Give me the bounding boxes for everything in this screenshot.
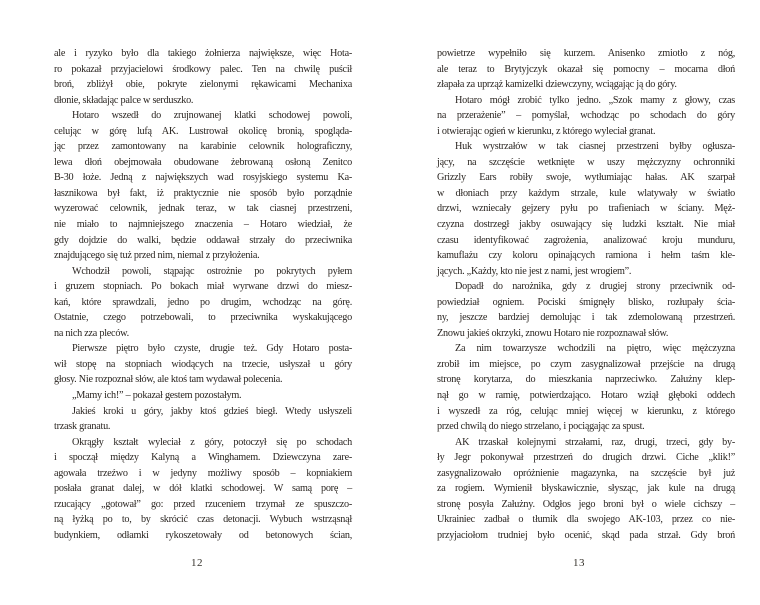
text-line: Dopadł do narożnika, gdy z drugiej strony przeciwnik od- xyxy=(455,281,735,293)
text-line: na przerażenie” – pomyślał, wchodząc po schodach do góry xyxy=(437,110,735,122)
text-line: kamuflażu czy koloru opinających ramiona i hełm taśm kle- xyxy=(437,250,735,262)
text-line: na nich zza pleców. xyxy=(54,327,129,339)
text-line: złapała za uprząż kamizelki dziewczyny, wciągając ją do góry. xyxy=(437,79,677,91)
text-line: budynkiem, odłamki rykoszetowały od betonowych ścian, xyxy=(54,529,352,541)
text-line: wił stopę na stopniach wiodących na trzecie, usłyszał u góry xyxy=(54,358,352,370)
text-line: ły Jegr pokonywał przestrzeń do drugich drzwi. Ciche „klik!” xyxy=(437,452,735,464)
text-line: powietrze wypełniło się kurzem. Anisenko zmiotło z nóg, xyxy=(437,48,735,59)
text-line: jący, na szczęście wetknięte w uszy mężczyzny ochronniki xyxy=(437,156,735,168)
text-line: za rogiem. Wymienił błyskawicznie, słysząc, jak kule na drugą xyxy=(437,483,735,495)
text-line: jąc przez zamontowany na karabinie celownik holograficzny, xyxy=(54,141,352,153)
text-line: przyjaciołom trudniej było ocenić, skąd pada strzał. Gdy broń xyxy=(437,529,735,541)
text-line: Okrągły kształt wyleciał z góry, potoczył się po schodach xyxy=(72,436,352,448)
text-line: Pierwsze piętro było czyste, drugie też. Gdy Hotaro posta- xyxy=(72,343,352,355)
text-line: i gruzem stopniach. Po bokach miał wyrwane drzwi do miesz- xyxy=(54,281,352,293)
text-line: powiedział ogniem. Pociski śmignęły blisko, rozłupały ścia- xyxy=(437,296,735,308)
text-line: gdy dojdzie do walki, będzie oddawał strzały do przeciwnika xyxy=(54,234,352,246)
text-line: lewa dłoń obejmowała obudowane żebrowaną osłoną Zenitco xyxy=(54,156,352,168)
text-line: dłonie, składając palce w serduszko. xyxy=(54,94,194,106)
text-line: Hotaro mógł zrobić tylko jedno. „Szok mamy z głowy, czas xyxy=(455,94,735,106)
text-line: broń, zbliżył obie, pokryte zielonymi rękawicami Mechanixa xyxy=(54,79,352,91)
text-line: ro pokazał przyjacielowi środkowy palec. Ten na chwilę puścił xyxy=(54,63,352,75)
text-line: zrobił im miejsce, po czym zasygnalizował przejście na drugą xyxy=(437,358,735,370)
text-line: wyzerować celownik, jednak teraz, w tak ciasnej przestrzeni, xyxy=(54,203,352,215)
text-line: ale teraz to Brytyjczyk okazał się pomocny – mocarna dłoń xyxy=(437,63,735,75)
text-line: głosy. Nie rozpoznał słów, ale ktoś tam wydawał polecenia. xyxy=(54,374,283,386)
text-line: Hotaro wszedł do zrujnowanej klatki schodowej powoli, xyxy=(72,110,352,122)
text-line: zasygnalizowało opróżnienie magazynka, na szczęście był już xyxy=(437,467,735,479)
text-line: kań, które sprawdzali, jedno po drugim, wchodząc na górę. xyxy=(54,296,352,308)
text-line: znajdującego się tuż przed nim, niemal z przyłożenia. xyxy=(54,250,260,262)
book-page-right-text xyxy=(437,46,735,544)
text-line: i otwierając ogień w kierunku, z którego wyleciał granat. xyxy=(437,125,656,137)
text-line: Za nim towarzysze wchodzili na piętro, więc mężczyzna xyxy=(455,343,735,355)
text-line: Znowu jakieś okrzyki, znowu Hotaro nie rozpoznawał słów. xyxy=(437,327,669,339)
text-line: Wchodził powoli, stąpając ostrożnie po pokrytych pyłem xyxy=(72,265,352,277)
text-line: ny, jeszcze bardziej demolując i tak zdemolowaną przestrzeń. xyxy=(437,312,735,324)
text-line: agowała trzeźwo i w jedyny możliwy sposób – kopniakiem xyxy=(54,467,352,479)
text-line: rzucający „gotował” go: przed rzuceniem trzymał ze spuszczo- xyxy=(54,498,352,510)
text-line: nie miało to najmniejszego znaczenia – Hotaro wiedział, że xyxy=(54,219,352,231)
text-line: i spoczął między Kalyną a Winghamem. Dziewczyna zare- xyxy=(54,452,352,464)
text-line: i wyszedł za róg, celując mniej więcej w kierunku, z którego xyxy=(437,405,735,417)
text-line: nął go w ramię, potwierdzająco. Hotaro wziął głęboki oddech xyxy=(437,390,735,402)
text-line: Ukrainiec zadbał o tłumik dla swojego AK-103, przez co nie- xyxy=(437,514,735,526)
text-line: Ostatnie, czego potrzebowali, to przeciwnika wyskakującego xyxy=(54,312,352,324)
text-line: drzwi, wzniecały gejzery pyłu po trafieniach w ściany. Męż- xyxy=(437,203,735,215)
text-line: Jakieś kroki u góry, jakby ktoś gdzieś biegł. Wtedy usłyszeli xyxy=(72,405,352,417)
text-line: Grizzly Ears robiły swoje, wytłumiając hałas. AK szarpał xyxy=(437,172,735,184)
book-page-left-text xyxy=(54,46,352,544)
page-number-right: 13 xyxy=(573,557,585,569)
text-line: AK trzaskał kolejnymi strzałami, raz, drugi, trzeci, gdy by- xyxy=(455,436,735,448)
text-line: stronę posyła Załużny. Odgłos jego broni był o wiele cichszy – xyxy=(437,498,735,510)
text-line: w dłoniach przy każdym strzale, kule wlatywały w światło xyxy=(437,187,735,199)
page-number-left: 12 xyxy=(191,557,203,569)
text-line: posłała granat dalej, w dół klatki schodowej. W samą porę – xyxy=(54,483,352,495)
text-line: czasu identyfikować zagrożenia, analizować kroju munduru, xyxy=(437,234,735,246)
text-line: czyzna dostrzegł jakby osuwający się ludzki kształt. Nie miał xyxy=(437,219,735,231)
text-line: ale i ryzyko było dla takiego żołnierza największe, więc Hota- xyxy=(54,48,352,59)
text-line: jących. „Każdy, kto nie jest z nami, jest wrogiem”. xyxy=(437,265,632,277)
text-line: B-30 łoże. Jedną z największych wad rosyjskiego systemu Ka- xyxy=(54,172,352,184)
text-line: celując w górę lufą AK. Lustrował okolicę bronią, spogląda- xyxy=(54,125,352,137)
text-line: ną łyżką po to, by skrócić czas detonacji. Wybuch wstrząsnął xyxy=(54,514,352,526)
text-line: Huk wystrzałów w tak ciasnej przestrzeni byłby ogłusza- xyxy=(455,141,735,153)
text-line: stronę korytarza, do mieszkania naprzeciwko. Załużny klep- xyxy=(437,374,735,386)
text-line: „Mamy ich!” – pokazał gestem pozostałym. xyxy=(72,390,242,402)
text-line: trzask granatu. xyxy=(54,421,111,433)
text-line: przed chwilą do niego strzelano, i pociągając za spust. xyxy=(437,421,645,433)
text-line: łasznikowa był fakt, iż praktycznie nie sposób było porządnie xyxy=(54,187,352,199)
